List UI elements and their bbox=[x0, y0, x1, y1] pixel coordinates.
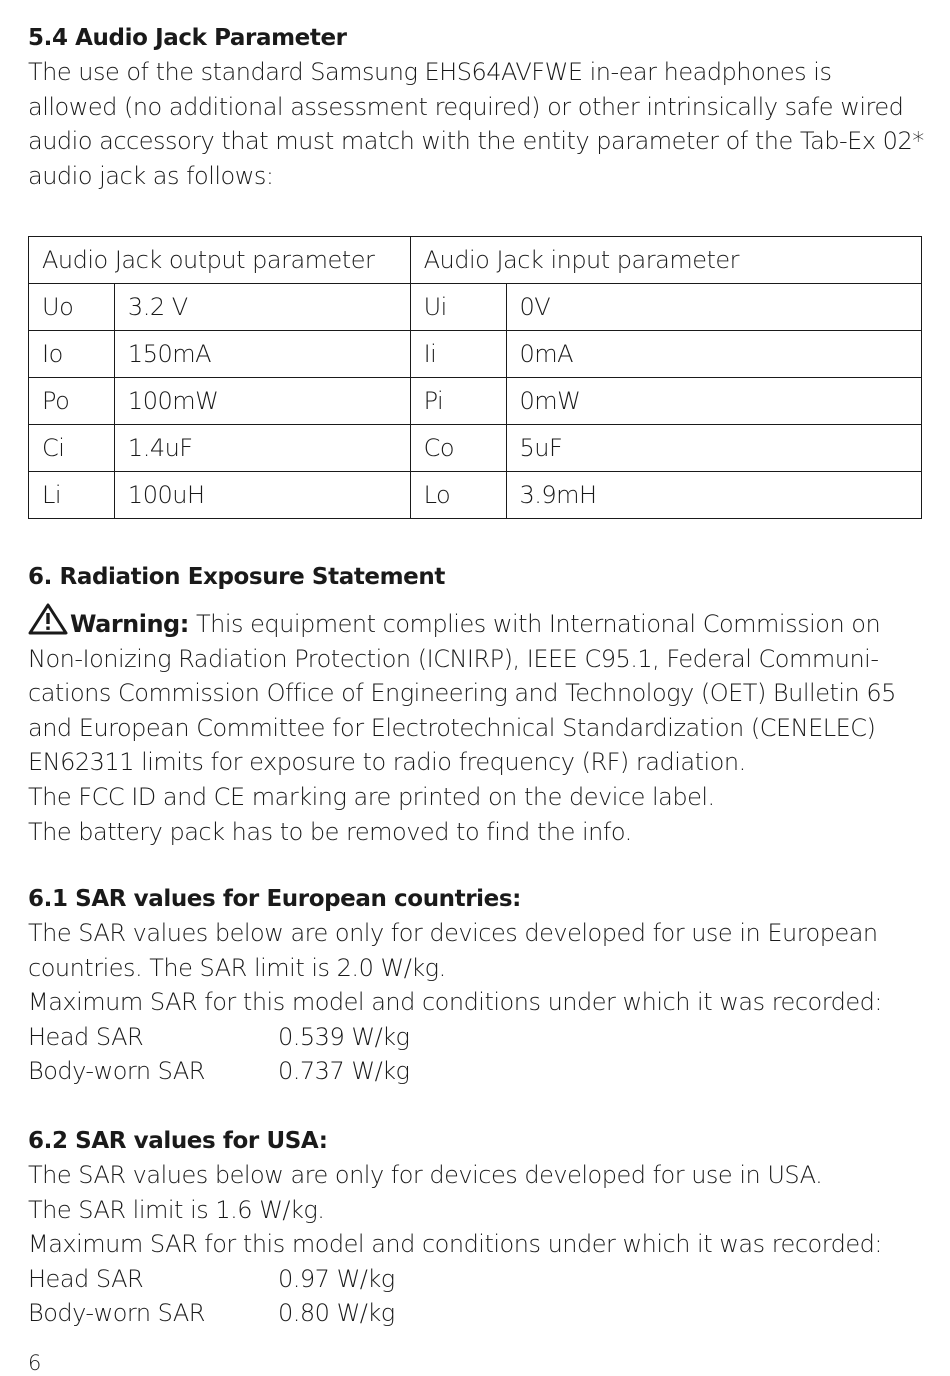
output-param-value: 1.4uF bbox=[114, 425, 410, 472]
paragraph-line: Non-Ionizing Radiation Protection (ICNIRP), IEEE C95.1, Federal Communi- bbox=[28, 644, 879, 673]
paragraph-line: EN62311 limits for exposure to radio frequency (RF) radiation. bbox=[28, 748, 746, 777]
sar-label: Head SAR bbox=[28, 1022, 144, 1051]
table-row bbox=[29, 472, 922, 519]
section-title-sar-europe: 6.1 SAR values for European countries: bbox=[28, 886, 521, 912]
warning-text: This equipment complies with International Commission on bbox=[188, 610, 881, 638]
sar-row-body-worn bbox=[28, 1054, 928, 1089]
sar-label: Head SAR bbox=[28, 1264, 144, 1293]
paragraph-line: audio jack as follows: bbox=[28, 161, 274, 190]
sar-row-body-worn bbox=[28, 1296, 928, 1331]
input-param-name: Pi bbox=[410, 378, 506, 425]
table-row bbox=[29, 284, 922, 331]
table-row bbox=[29, 425, 922, 472]
paragraph-line: audio accessory that must match with the entity parameter of the Tab-Ex 02* bbox=[28, 127, 924, 156]
section-title-sar-usa: 6.2 SAR values for USA: bbox=[28, 1128, 328, 1154]
section-title-radiation-exposure: 6. Radiation Exposure Statement bbox=[28, 564, 445, 590]
paragraph-line: The battery pack has to be removed to find the info. bbox=[28, 817, 632, 846]
sar-value: 0.737 W/kg bbox=[278, 1057, 410, 1086]
input-param-value: 5uF bbox=[506, 425, 922, 472]
paragraph-line: Maximum SAR for this model and conditions under which it was recorded: bbox=[28, 1230, 882, 1259]
output-param-name: Uo bbox=[29, 284, 115, 331]
input-param-value: 0V bbox=[506, 284, 922, 331]
paragraph-line: allowed (no additional assessment required) or other intrinsically safe wired bbox=[28, 92, 904, 121]
warning-label: Warning: bbox=[70, 610, 189, 638]
sar-value: 0.97 W/kg bbox=[278, 1264, 395, 1293]
sar-row-head bbox=[28, 1020, 928, 1055]
audio-jack-parameter-table bbox=[28, 236, 922, 519]
input-param-value: 0mA bbox=[506, 331, 922, 378]
input-param-name: Ii bbox=[410, 331, 506, 378]
paragraph-line: The use of the standard Samsung EHS64AVFWE in-ear headphones is bbox=[28, 58, 832, 86]
section-title-audio-jack: 5.4 Audio Jack Parameter bbox=[28, 25, 347, 51]
paragraph-line: and European Committee for Electrotechnical Standardization (CENELEC) bbox=[28, 713, 876, 742]
input-param-name: Co bbox=[410, 425, 506, 472]
output-param-value: 3.2 V bbox=[114, 284, 410, 331]
input-param-value: 0mW bbox=[506, 378, 922, 425]
paragraph-line: The SAR values below are only for devices developed for use in European bbox=[28, 919, 878, 947]
output-param-name: Li bbox=[29, 472, 115, 519]
table-row bbox=[29, 331, 922, 378]
warning-line bbox=[28, 603, 928, 642]
paragraph-line: Maximum SAR for this model and conditions under which it was recorded: bbox=[28, 988, 882, 1017]
paragraph-line: The SAR limit is 1.6 W/kg. bbox=[28, 1195, 325, 1224]
sar-value: 0.539 W/kg bbox=[278, 1022, 410, 1051]
output-param-name: Po bbox=[29, 378, 115, 425]
input-param-name: Ui bbox=[410, 284, 506, 331]
paragraph-line: countries. The SAR limit is 2.0 W/kg. bbox=[28, 953, 446, 982]
sar-label: Body-worn SAR bbox=[28, 1057, 205, 1086]
output-parameter-header: Audio Jack output parameter bbox=[29, 237, 411, 284]
paragraph-line: The FCC ID and CE marking are printed on the device label. bbox=[28, 782, 715, 811]
output-param-value: 100uH bbox=[114, 472, 410, 519]
table-header-row bbox=[29, 237, 922, 284]
input-param-name: Lo bbox=[410, 472, 506, 519]
sar-europe-block bbox=[28, 916, 928, 1089]
radiation-exposure-statement bbox=[28, 603, 928, 849]
sar-label: Body-worn SAR bbox=[28, 1299, 205, 1328]
audio-jack-intro bbox=[28, 55, 928, 193]
output-param-name: Io bbox=[29, 331, 115, 378]
sar-usa-block bbox=[28, 1158, 928, 1331]
output-param-value: 150mA bbox=[114, 331, 410, 378]
warning-triangle-icon bbox=[28, 603, 68, 635]
sar-row-head bbox=[28, 1262, 928, 1297]
input-parameter-header: Audio Jack input parameter bbox=[410, 237, 921, 284]
output-param-value: 100mW bbox=[114, 378, 410, 425]
paragraph-line: The SAR values below are only for devices developed for use in USA. bbox=[28, 1161, 823, 1189]
sar-value: 0.80 W/kg bbox=[278, 1299, 395, 1328]
input-param-value: 3.9mH bbox=[506, 472, 922, 519]
page-number: 6 bbox=[28, 1351, 42, 1375]
output-param-name: Ci bbox=[29, 425, 115, 472]
paragraph-line: cations Commission Office of Engineering and Technology (OET) Bulletin 65 bbox=[28, 679, 896, 708]
table-row bbox=[29, 378, 922, 425]
